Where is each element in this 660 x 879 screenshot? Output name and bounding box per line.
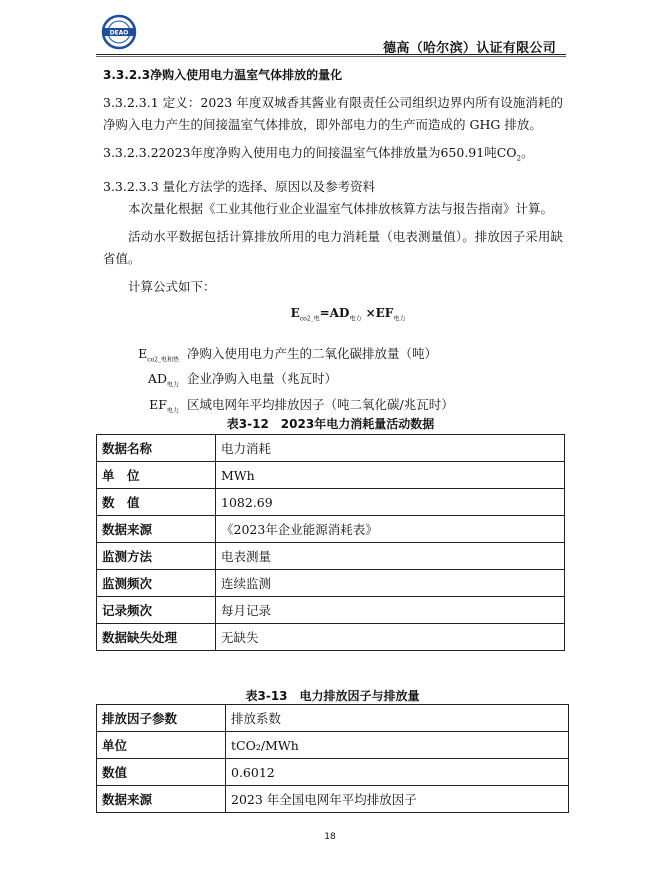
- section-heading: 3.3.2.3净购入使用电力温室气体排放的量化: [103, 68, 343, 82]
- table-row: [97, 516, 565, 543]
- def-description: 净购入使用电力产生的二氧化碳排放量（吨）: [187, 345, 438, 361]
- formula-e: E: [290, 305, 300, 320]
- table-value: 1082.69: [216, 489, 565, 516]
- table-row: [97, 435, 565, 462]
- table-row: [97, 489, 565, 516]
- emission-formula: [133, 302, 563, 330]
- emission-amount-end: 。: [521, 145, 534, 160]
- table-key: 记录频次: [97, 597, 216, 624]
- formula-ad: =AD: [319, 305, 350, 320]
- formula-ef: ×EF: [361, 305, 394, 320]
- table-key: 单位: [97, 732, 226, 759]
- table-value: 每月记录: [216, 597, 565, 624]
- table-key: 数值: [97, 759, 226, 786]
- table-value: 《2023年企业能源消耗表》: [216, 516, 565, 543]
- table-key: 数 值: [97, 489, 216, 516]
- formula-ef-sub: 电力: [393, 314, 406, 322]
- def-symbol: AD: [147, 371, 167, 387]
- table-value: MWh: [216, 462, 565, 489]
- table-value: tCO₂/MWh: [226, 732, 569, 759]
- table-key: 监测频次: [97, 570, 216, 597]
- activity-data-table: [96, 434, 565, 651]
- definition-row: [123, 369, 563, 395]
- table-row: [97, 786, 569, 813]
- header-divider: [96, 54, 566, 55]
- logo-text: DEAO: [109, 29, 129, 37]
- company-logo: [101, 14, 137, 50]
- table-row: [97, 759, 569, 786]
- co2-subscript: 2: [516, 154, 521, 163]
- table1-title: 表3-12 2023年电力消耗量活动数据: [226, 417, 435, 431]
- def-symbol-sub: co2_电和热: [147, 356, 179, 364]
- def-description: 区域电网年平均排放因子（吨二氧化碳/兆瓦时）: [187, 396, 454, 412]
- header-divider-thin: [96, 56, 566, 57]
- page-number: 18: [324, 832, 336, 842]
- table-value: 连续监测: [216, 570, 565, 597]
- table-key: 排放因子参数: [97, 705, 226, 732]
- table-row: [97, 597, 565, 624]
- table-key: 数据来源: [97, 516, 216, 543]
- table-value: 电力消耗: [216, 435, 565, 462]
- table2-title: 表3-13 电力排放因子与排放量: [245, 689, 420, 703]
- def-description: 企业净购入电量（兆瓦时）: [187, 371, 338, 387]
- formula-intro: 计算公式如下：: [128, 278, 216, 294]
- table-value: 0.6012: [226, 759, 569, 786]
- table-value: 无缺失: [216, 624, 565, 651]
- emission-factor-table: [96, 704, 569, 813]
- table-row: [97, 732, 569, 759]
- table-value: 电表测量: [216, 543, 565, 570]
- table-row: [97, 462, 565, 489]
- table-key: 数据名称: [97, 435, 216, 462]
- formula-e-sub: co2_电: [299, 314, 320, 322]
- table-value: 2023 年全国电网年平均排放因子: [226, 786, 569, 813]
- def-symbol-sub: 电力: [166, 407, 179, 415]
- table-key: 数据缺失处理: [97, 624, 216, 651]
- formula-definitions: [123, 344, 563, 421]
- activity-data-paragraph: 活动水平数据包括计算排放所用的电力消耗量（电表测量值）。排放因子采用缺省值。: [103, 228, 563, 266]
- emission-amount-paragraph: [103, 142, 563, 170]
- definition-row: [123, 344, 563, 370]
- def-symbol-sub: 电力: [166, 381, 179, 389]
- company-name: 德高（哈尔滨）认证有限公司: [383, 41, 556, 56]
- table-key: 监测方法: [97, 543, 216, 570]
- guideline-paragraph: 本次量化根据《工业其他行业企业温室气体排放核算方法与报告指南》计算。: [128, 200, 554, 216]
- formula-ad-sub: 电力: [349, 314, 362, 322]
- emission-amount-text: 3.3.2.3.22023年度净购入使用电力的间接温室气体排放量为650.91吨CO: [103, 145, 517, 160]
- page-content: [103, 62, 563, 420]
- table-value: 排放系数: [226, 705, 569, 732]
- def-symbol: E: [138, 345, 148, 361]
- table-key: 单 位: [97, 462, 216, 489]
- table-row: [97, 705, 569, 732]
- definition-paragraph: 3.3.2.3.1 定义：2023 年度双城香其酱业有限责任公司组织边界内所有设施消耗的 净购入电力产生的间接温室气体排放，即外部电力的生产而造成的 GHG 排放。: [103, 95, 563, 132]
- table-key: 数据来源: [97, 786, 226, 813]
- table-row: [97, 624, 565, 651]
- methodology-paragraph: 3.3.2.3.3 量化方法学的选择、原因以及参考资料: [103, 178, 376, 194]
- table-row: [97, 570, 565, 597]
- table-row: [97, 543, 565, 570]
- def-symbol: EF: [149, 396, 167, 412]
